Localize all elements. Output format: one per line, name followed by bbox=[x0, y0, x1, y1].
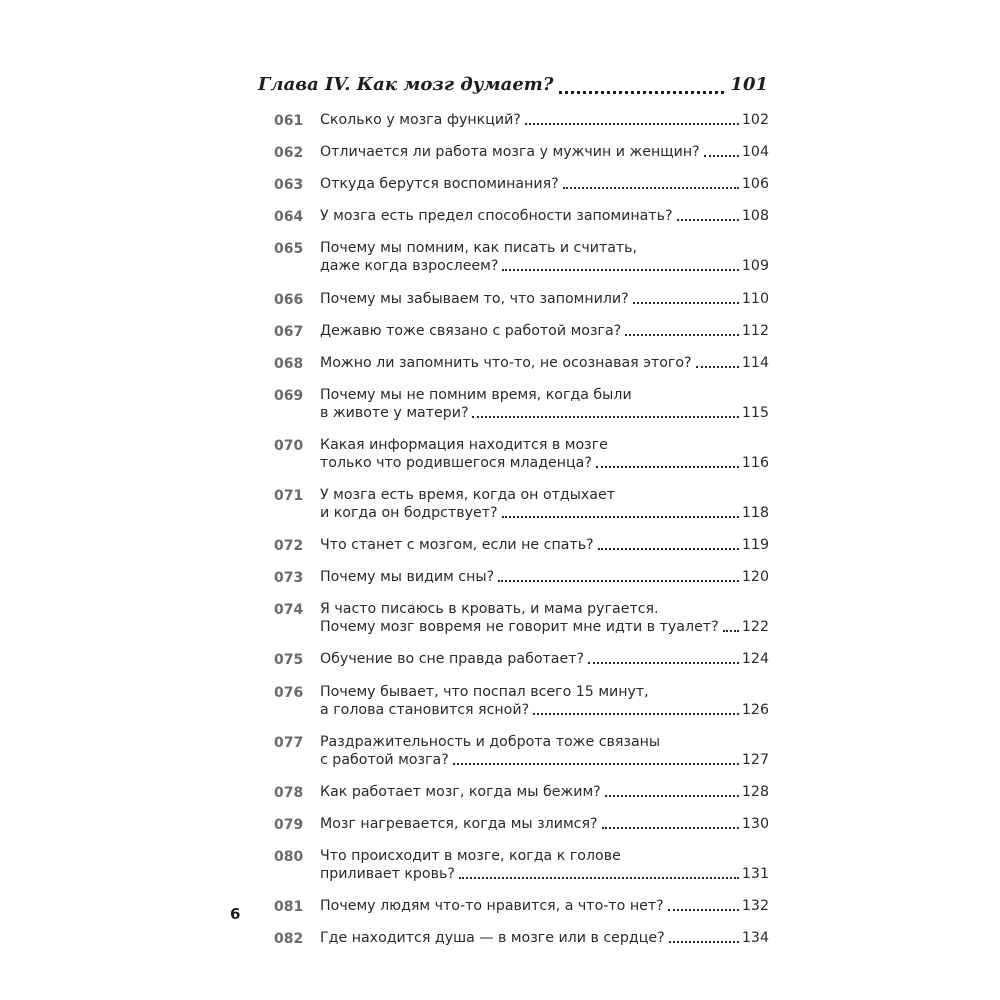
toc-entry-page-number: 119 bbox=[741, 537, 769, 554]
toc-entry-body bbox=[320, 143, 769, 162]
toc-entry-body bbox=[320, 486, 769, 522]
toc-entry-number: 064 bbox=[274, 209, 304, 226]
toc-entry-title: Мозг нагревается, когда мы злимся? bbox=[320, 815, 598, 832]
dot-leader bbox=[625, 334, 739, 336]
toc-entry-line bbox=[320, 175, 769, 193]
toc-entry-line bbox=[320, 897, 769, 915]
toc-entry-line bbox=[320, 486, 769, 504]
toc-entry bbox=[274, 207, 769, 226]
toc-entry bbox=[274, 815, 769, 834]
toc-entry-title: Обучение во сне правда работает? bbox=[320, 651, 584, 668]
dot-leader bbox=[588, 662, 739, 664]
toc-entry bbox=[274, 143, 769, 162]
toc-entry-page-number: 120 bbox=[741, 569, 769, 586]
toc-entry-page-number: 131 bbox=[741, 865, 769, 882]
dot-leader bbox=[563, 187, 739, 189]
toc-entry-page-number: 112 bbox=[741, 322, 769, 339]
toc-entry-line bbox=[320, 865, 769, 883]
toc-entry-number: 067 bbox=[274, 323, 304, 340]
dot-leader bbox=[633, 302, 739, 304]
toc-entry-line bbox=[320, 600, 769, 618]
toc-entry-number: 075 bbox=[274, 652, 304, 669]
toc-entry-title: Почему мы забываем то, что запомнили? bbox=[320, 290, 629, 307]
toc-entry-number: 071 bbox=[274, 488, 304, 504]
toc-entry bbox=[274, 568, 769, 587]
dot-leader bbox=[596, 466, 739, 468]
toc-entry-line bbox=[320, 386, 769, 404]
toc-entry-line bbox=[320, 111, 769, 129]
toc-entry-body bbox=[320, 783, 769, 802]
toc-entry-title: Почему мы не помним время, когда были bbox=[320, 386, 632, 403]
toc-entry-title: Сколько у мозга функций? bbox=[320, 112, 521, 128]
dot-leader bbox=[502, 269, 739, 271]
toc-entry-title: Как работает мозг, когда мы бежим? bbox=[320, 783, 601, 800]
toc-entry-title: Что происходит в мозге, когда к голове bbox=[320, 847, 621, 864]
chapter-page-number: 101 bbox=[730, 74, 768, 95]
dot-leader bbox=[723, 630, 739, 632]
toc-entry-line bbox=[320, 454, 769, 472]
toc-entry-title: Где находится душа — в мозге или в сердце? bbox=[320, 930, 665, 947]
toc-entry-body bbox=[320, 536, 769, 555]
toc-entry-body bbox=[320, 354, 769, 373]
toc-entry bbox=[274, 386, 769, 422]
toc-entry-body bbox=[320, 683, 769, 719]
toc-entry-body bbox=[320, 733, 769, 769]
dot-leader bbox=[459, 877, 739, 879]
toc-entry-body bbox=[320, 175, 769, 194]
toc-entry-body bbox=[320, 436, 769, 472]
toc-entry-number: 062 bbox=[274, 145, 304, 162]
toc-entry bbox=[274, 290, 769, 309]
dot-leader bbox=[677, 219, 739, 221]
toc-entry-page-number: 106 bbox=[741, 176, 769, 193]
toc-entry-number: 081 bbox=[274, 899, 304, 915]
toc-entry-title: Какая информация находится в мозге bbox=[320, 436, 608, 453]
toc-entry-page-number: 102 bbox=[741, 112, 769, 128]
toc-entry bbox=[274, 897, 769, 916]
toc-entry bbox=[274, 239, 769, 275]
toc-entry-title: Почему бывает, что поспал всего 15 минут, bbox=[320, 683, 649, 700]
toc-entry-line bbox=[320, 257, 769, 275]
dot-leader bbox=[502, 516, 739, 518]
toc-entry-title: даже когда взрослеем? bbox=[320, 258, 499, 275]
toc-entry-body bbox=[320, 568, 769, 587]
page-folio: 6 bbox=[230, 905, 241, 923]
chapter-title: Глава IV. Как мозг думает? bbox=[258, 74, 554, 95]
toc-entry bbox=[274, 436, 769, 472]
toc-entry bbox=[274, 600, 769, 636]
toc-entry-title: приливает кровь? bbox=[320, 865, 455, 882]
toc-entry-number: 066 bbox=[274, 291, 304, 308]
toc-entry-title: Дежавю тоже связано с работой мозга? bbox=[320, 322, 622, 339]
toc-entry-number: 077 bbox=[274, 734, 304, 751]
toc-entry-line bbox=[320, 404, 769, 422]
toc-entry-body bbox=[320, 386, 769, 422]
toc-entry-page-number: 115 bbox=[741, 404, 769, 421]
toc-entry-page-number: 124 bbox=[741, 651, 769, 668]
toc-entry-page-number: 130 bbox=[741, 815, 769, 832]
toc-entry-line bbox=[320, 504, 769, 522]
dot-leader bbox=[472, 416, 738, 418]
toc-entry-title: в животе у матери? bbox=[320, 404, 469, 421]
toc-entry-number: 073 bbox=[274, 570, 304, 587]
dot-leader bbox=[605, 795, 739, 797]
toc-entry-body bbox=[320, 929, 769, 948]
dot-leader bbox=[559, 91, 724, 94]
toc-entry-page-number: 114 bbox=[741, 354, 769, 371]
toc-entry-number: 069 bbox=[274, 387, 304, 404]
toc-entry-line bbox=[320, 733, 769, 751]
dot-leader bbox=[602, 827, 739, 829]
toc-entry-body bbox=[320, 847, 769, 883]
toc-entry bbox=[274, 175, 769, 194]
toc-entry-line bbox=[320, 929, 769, 947]
dot-leader bbox=[704, 155, 739, 157]
toc-entry-body bbox=[320, 322, 769, 341]
toc-entry-line bbox=[320, 847, 769, 865]
toc-entry-line bbox=[320, 436, 769, 454]
toc-entry-line bbox=[320, 683, 769, 701]
toc-entry bbox=[274, 683, 769, 719]
toc-entry-page-number: 116 bbox=[741, 454, 769, 471]
toc-entry-line bbox=[320, 751, 769, 769]
toc-entry bbox=[274, 650, 769, 669]
toc-entry-title: Почему мы помним, как писать и считать, bbox=[320, 240, 638, 257]
toc-entry bbox=[274, 111, 769, 130]
dot-leader bbox=[669, 941, 739, 943]
toc-entry-line bbox=[320, 322, 769, 340]
dot-leader bbox=[498, 580, 739, 582]
toc-entry-title: Откуда берутся воспоминания? bbox=[320, 176, 559, 193]
toc-entry-line bbox=[320, 536, 769, 554]
toc-entry-title: и когда он бодрствует? bbox=[320, 505, 498, 521]
dot-leader bbox=[696, 366, 739, 368]
toc-entry-page-number: 110 bbox=[741, 290, 769, 307]
dot-leader bbox=[525, 123, 739, 125]
toc-entry-number: 065 bbox=[274, 241, 304, 258]
toc-entry-line bbox=[320, 354, 769, 372]
toc-entry bbox=[274, 354, 769, 373]
toc-entry-number: 068 bbox=[274, 355, 304, 372]
toc-entry-title: Я часто писаюсь в кровать, и мама ругается. bbox=[320, 601, 659, 618]
dot-leader bbox=[598, 548, 739, 550]
toc-entry-number: 070 bbox=[274, 437, 304, 454]
toc-entry-line bbox=[320, 815, 769, 833]
toc-entry-line bbox=[320, 143, 769, 161]
toc-entry-title: только что родившегося младенца? bbox=[320, 454, 592, 471]
toc-entry-title: Почему людям что-то нравится, а что-то нет? bbox=[320, 898, 664, 914]
toc-entry-line bbox=[320, 618, 769, 636]
toc-entry-body bbox=[320, 600, 769, 636]
toc-entry-page-number: 108 bbox=[741, 208, 769, 225]
toc-entry-page-number: 132 bbox=[741, 898, 769, 914]
toc-entry-line bbox=[320, 239, 769, 257]
toc-entry-body bbox=[320, 290, 769, 309]
toc-entry-page-number: 104 bbox=[741, 144, 769, 161]
toc-entry-line bbox=[320, 290, 769, 308]
dot-leader bbox=[668, 909, 739, 911]
toc-entry-title: с работой мозга? bbox=[320, 751, 449, 768]
toc-entry-title: У мозга есть время, когда он отдыхает bbox=[320, 487, 615, 503]
toc-entry-number: 079 bbox=[274, 816, 304, 833]
toc-entry-title: а голова становится ясной? bbox=[320, 701, 530, 718]
toc-entry-page-number: 126 bbox=[741, 701, 769, 718]
toc-entry-title: Раздражительность и доброта тоже связаны bbox=[320, 733, 661, 750]
toc-entry-body bbox=[320, 897, 769, 916]
chapter-heading bbox=[258, 74, 768, 100]
toc-entry bbox=[274, 783, 769, 802]
toc-entry-body bbox=[320, 650, 769, 669]
toc-entry bbox=[274, 929, 769, 948]
toc-entry-line bbox=[320, 650, 769, 668]
toc-entry-line bbox=[320, 207, 769, 225]
toc-entry bbox=[274, 847, 769, 883]
dot-leader bbox=[453, 763, 739, 765]
toc-entry-number: 074 bbox=[274, 602, 304, 619]
toc-entry-page-number: 122 bbox=[741, 619, 769, 636]
toc-entry-number: 076 bbox=[274, 684, 304, 701]
toc-entry-number: 080 bbox=[274, 848, 304, 865]
toc-entry-page-number: 109 bbox=[741, 258, 769, 275]
toc-entry-number: 082 bbox=[274, 931, 304, 948]
toc-entry-body bbox=[320, 815, 769, 834]
toc-entry-number: 061 bbox=[274, 113, 304, 129]
toc-entry-title: Можно ли запомнить что-то, не осознавая этого? bbox=[320, 354, 692, 371]
toc-entry-title: Отличается ли работа мозга у мужчин и женщин? bbox=[320, 144, 700, 161]
toc-entry bbox=[274, 486, 769, 522]
toc-entry-body bbox=[320, 111, 769, 130]
toc-entry-page-number: 134 bbox=[741, 930, 769, 947]
toc-entry-page-number: 127 bbox=[741, 751, 769, 768]
toc-entry-body bbox=[320, 239, 769, 275]
toc-entry-body bbox=[320, 207, 769, 226]
toc-entry bbox=[274, 536, 769, 555]
toc-entry-title: Что станет с мозгом, если не спать? bbox=[320, 537, 594, 554]
toc-entry-page-number: 128 bbox=[741, 783, 769, 800]
toc-entry-line bbox=[320, 568, 769, 586]
toc-entry-number: 063 bbox=[274, 177, 304, 194]
toc-entry bbox=[274, 322, 769, 341]
toc-entry-number: 078 bbox=[274, 784, 304, 801]
toc-entry-number: 072 bbox=[274, 538, 304, 555]
dot-leader bbox=[533, 713, 739, 715]
toc-entry-title: У мозга есть предел способности запоминать? bbox=[320, 208, 673, 225]
toc-entry-title: Почему мозг вовремя не говорит мне идти в туалет? bbox=[320, 619, 719, 636]
toc-entry-line bbox=[320, 783, 769, 801]
toc-entry bbox=[274, 733, 769, 769]
toc-entry-line bbox=[320, 701, 769, 719]
toc-entry-page-number: 118 bbox=[741, 505, 769, 521]
toc-entry-title: Почему мы видим сны? bbox=[320, 569, 495, 586]
